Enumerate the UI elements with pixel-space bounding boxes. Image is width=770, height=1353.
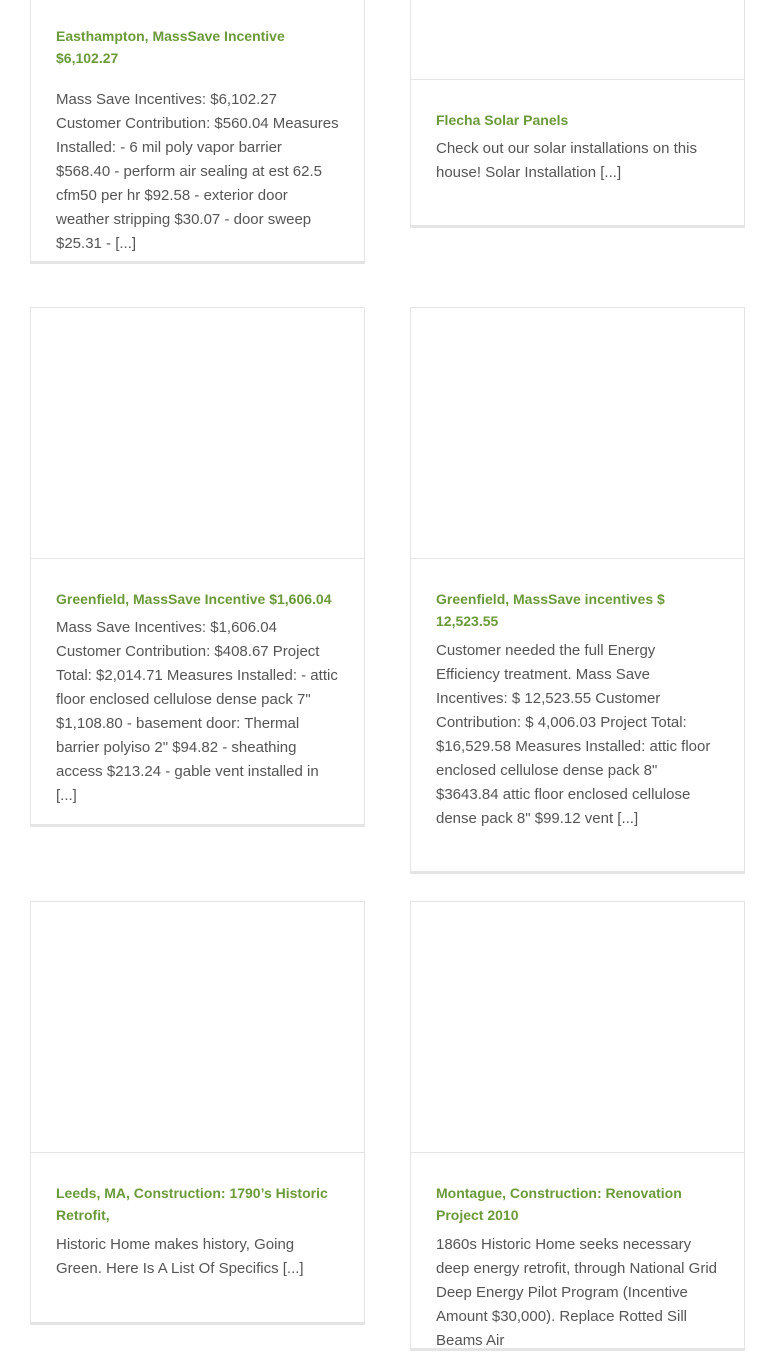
post-excerpt: Customer needed the full Energy Efficiency treatment. Mass Save Incentives: $ 12,523.55 Customer Contribution: $ 4,006.03 Project Total: $16,529.58 Measures Installed: attic floor enclosed cellulose dense pack 8" $3643.84 attic floor enclosed cellulose dense pack 8" $99.12 vent [...] xyxy=(436,642,711,827)
post-image-placeholder[interactable] xyxy=(31,902,364,1153)
post-card-montague xyxy=(410,901,745,1351)
post-title-link[interactable]: Greenfield, MassSave Incentive $1,606.04 xyxy=(56,591,332,607)
post-title-link[interactable]: Leeds, MA, Construction: 1790’s Historic Retrofit, xyxy=(56,1185,328,1223)
post-card-leeds xyxy=(30,901,365,1325)
post-excerpt: 1860s Historic Home seeks necessary deep energy retrofit, through National Grid Deep Energy Pilot Program (Incentive Amount $30,000). Replace Rotted Sill Beams Air xyxy=(436,1236,717,1349)
post-image-placeholder[interactable] xyxy=(411,902,744,1153)
post-card-greenfield-1606 xyxy=(30,307,365,827)
post-title-link[interactable]: Montague, Construction: Renovation Project 2010 xyxy=(436,1185,682,1223)
post-card-greenfield-12523 xyxy=(410,307,745,874)
post-excerpt: Check out our solar installations on this house! Solar Installation [...] xyxy=(436,140,697,181)
post-excerpt: Mass Save Incentives: $6,102.27 Customer Contribution: $560.04 Measures Installed: - 6 mil poly vapor barrier $568.40 - perform air sealing at est 62.5 cfm50 per hr $92.58 - exterior door weather stripping $30.07 - door sweep $25.31 - [...] xyxy=(56,91,339,252)
post-image-placeholder[interactable] xyxy=(411,308,744,559)
post-image-placeholder[interactable] xyxy=(31,308,364,559)
post-card-flecha-solar xyxy=(410,0,745,228)
post-title-link[interactable]: Easthampton, MassSave Incentive $6,102.27 xyxy=(56,28,285,66)
post-title-link[interactable]: Flecha Solar Panels xyxy=(436,112,569,128)
post-image-placeholder[interactable] xyxy=(411,0,744,80)
post-excerpt: Historic Home makes history, Going Green. Here Is A List Of Specifics [...] xyxy=(56,1236,304,1277)
post-card-easthampton xyxy=(30,0,365,264)
post-title-link[interactable]: Greenfield, MassSave incentives $ 12,523.55 xyxy=(436,591,665,629)
post-excerpt: Mass Save Incentives: $1,606.04 Customer Contribution: $408.67 Project Total: $2,014.71 Measures Installed: - attic floor enclosed cellulose dense pack 7" $1,108.80 - basement door: Thermal barrier polyiso 2" $94.82 - sheathing access $213.24 - gable vent installed in [...] xyxy=(56,619,338,804)
